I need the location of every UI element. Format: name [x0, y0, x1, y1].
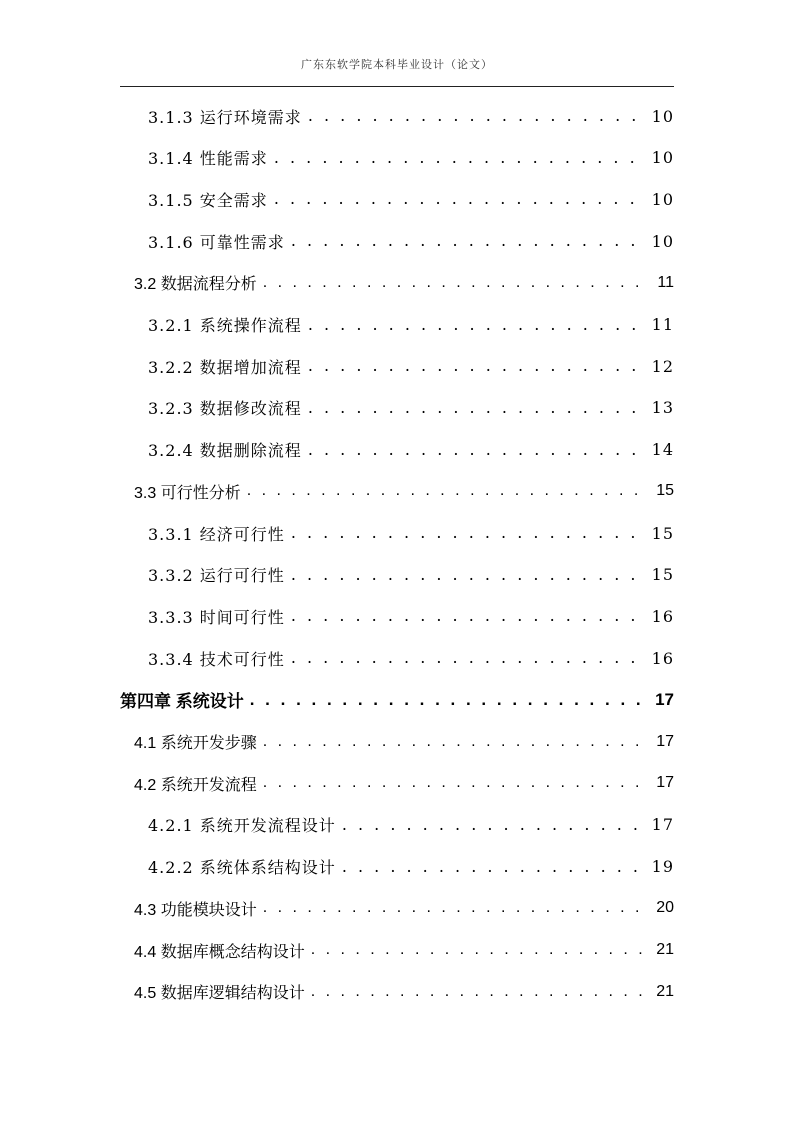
toc-dot-leader	[291, 520, 646, 546]
toc-entry[interactable]	[148, 395, 674, 421]
toc-entry-label: 3.3.4 技术可行性	[148, 649, 285, 669]
toc-dot-leader	[250, 687, 649, 713]
toc-entry-label: 4.1 系统开发步骤	[134, 735, 257, 752]
toc-entry[interactable]	[148, 562, 674, 588]
toc-entry[interactable]	[148, 228, 674, 254]
toc-page-number: 10	[651, 148, 674, 168]
toc-page-number: 21	[656, 941, 674, 958]
toc-page-number: 16	[651, 606, 674, 626]
toc-page-number: 20	[656, 899, 674, 917]
toc-entry[interactable]	[148, 312, 674, 338]
toc-entry[interactable]	[134, 979, 674, 1005]
toc-entry[interactable]	[134, 895, 674, 921]
toc-dot-leader	[291, 603, 646, 629]
toc-entry[interactable]	[148, 645, 674, 671]
toc-entry[interactable]	[148, 186, 674, 212]
toc-page-number: 11	[651, 315, 674, 334]
toc-page-number: 16	[651, 648, 674, 668]
toc-entry[interactable]	[134, 937, 674, 963]
toc-dot-leader	[308, 437, 646, 463]
toc-entry-label: 第四章 系统设计	[120, 692, 244, 712]
toc-entry[interactable]	[148, 145, 674, 171]
toc-dot-leader	[342, 854, 646, 880]
toc-entry-label: 3.2 数据流程分析	[134, 276, 257, 294]
toc-entry-label: 3.1.6 可靠性需求	[148, 232, 285, 252]
toc-entry[interactable]	[134, 270, 674, 296]
toc-page-number: 13	[651, 398, 674, 418]
toc-page-number: 11	[657, 273, 674, 291]
toc-page-number: 19	[651, 857, 674, 877]
toc-entry[interactable]	[148, 103, 674, 129]
toc-page-number: 15	[656, 482, 674, 500]
toc-page-number: 10	[651, 106, 674, 126]
header-divider	[120, 86, 674, 87]
toc-dot-leader	[274, 145, 646, 171]
toc-dot-leader	[308, 353, 646, 379]
toc-entry-label: 4.2.2 系统体系结构设计	[148, 858, 336, 878]
toc-entry[interactable]	[134, 729, 674, 755]
toc-dot-leader	[263, 770, 651, 796]
toc-page-number: 15	[651, 565, 674, 585]
toc-entry-label: 3.2.4 数据删除流程	[148, 441, 302, 461]
toc-entry-label: 4.5 数据库逻辑结构设计	[134, 985, 305, 1003]
toc-entry[interactable]	[148, 854, 674, 880]
toc-dot-leader	[311, 937, 651, 963]
toc-page-number: 14	[651, 440, 674, 460]
toc-dot-leader	[263, 270, 652, 296]
toc-entry-label: 3.2.3 数据修改流程	[148, 399, 302, 419]
toc-page-number: 10	[651, 231, 674, 251]
toc-page-number: 15	[651, 523, 674, 543]
toc-dot-leader	[308, 395, 646, 421]
toc-entry-label: 3.3 可行性分析	[134, 484, 241, 502]
toc-dot-leader	[274, 186, 646, 212]
toc-dot-leader	[342, 812, 646, 838]
toc-entry-label: 4.3 功能模块设计	[134, 901, 257, 919]
toc-entry-label: 4.2 系统开发流程	[134, 776, 257, 794]
toc-entry-label: 3.3.1 经济可行性	[148, 524, 285, 544]
toc-dot-leader	[308, 312, 646, 338]
toc-entry[interactable]	[148, 437, 674, 463]
toc-entry-label: 4.4 数据库概念结构设计	[134, 943, 305, 961]
toc-entry[interactable]	[148, 353, 674, 379]
toc-entry[interactable]	[148, 603, 674, 629]
toc-dot-leader	[291, 228, 646, 254]
toc-entry[interactable]	[134, 770, 674, 796]
toc-entry[interactable]	[134, 478, 674, 504]
toc-page-number: 17	[651, 815, 674, 835]
toc-dot-leader	[308, 103, 646, 129]
toc-entry-label: 3.1.5 安全需求	[148, 190, 268, 210]
toc-entry[interactable]	[120, 687, 674, 713]
toc-entry-label: 3.3.2 运行可行性	[148, 566, 285, 586]
toc-dot-leader	[291, 645, 646, 671]
toc-page-number: 17	[655, 689, 674, 709]
toc-entry-label: 4.2.1 系统开发流程设计	[148, 816, 336, 836]
toc-dot-leader	[291, 562, 646, 588]
toc-page-number: 21	[656, 982, 674, 1000]
toc-page-number: 17	[656, 774, 674, 792]
toc-page-number: 12	[651, 356, 674, 376]
page-header-title: 广东东软学院本科毕业设计（论文）	[301, 58, 493, 71]
toc-dot-leader	[263, 729, 651, 755]
toc-entry[interactable]	[148, 520, 674, 546]
toc-page-number: 17	[656, 732, 674, 750]
toc-entry-label: 3.2.1 系统操作流程	[148, 316, 302, 335]
toc-dot-leader	[263, 895, 651, 921]
toc-dot-leader	[247, 478, 651, 504]
toc-entry-label: 3.3.3 时间可行性	[148, 607, 285, 627]
toc-dot-leader	[311, 979, 651, 1005]
toc-entry-label: 3.1.3 运行环境需求	[148, 107, 302, 127]
toc-entry-label: 3.2.2 数据增加流程	[148, 357, 302, 377]
toc-entry[interactable]	[148, 812, 674, 838]
toc-page-number: 10	[651, 189, 674, 209]
toc-entry-label: 3.1.4 性能需求	[148, 149, 268, 169]
